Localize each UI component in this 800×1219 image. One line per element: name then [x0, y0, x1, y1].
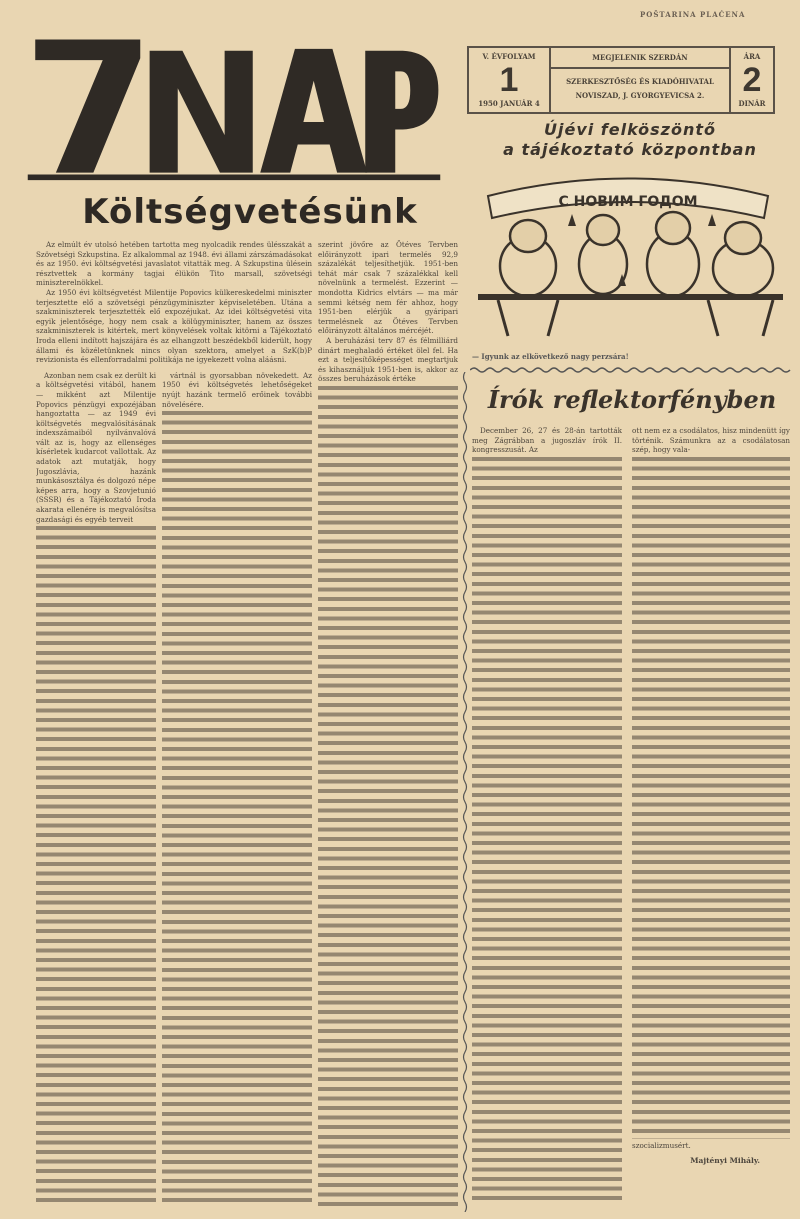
lead-paragraph: Az elmúlt év utolsó hetében tartotta meg nyolcadik rendes ülésszakát a Szövetségi Szkupstina. Ez alkalommal az 1948. évi állami zárszámadásokat és az 1950. évi költségvetési javaslatot vitatták meg. A Szkupstina ülésein résztvettek a kormány tagjai élükön Tito marsall, szövetségi miniszterelnökkel. [36, 240, 312, 288]
cartoon-banner-text: С НОВИМ ГОДОМ [558, 194, 698, 210]
price-unit: DINÁR [738, 99, 766, 108]
bottom-margin [632, 1166, 790, 1206]
price-cell [731, 48, 773, 112]
issue-date: 1950 JANUÁR 4 [478, 99, 540, 108]
cartoon-caption: — Igyunk az elkövetkező nagy perzsára! [472, 352, 629, 361]
body-paragraph: December 26, 27 és 28-án tartották meg Zágrábban a jugoszláv írók II. kongresszusát. Az [472, 426, 622, 455]
body-paragraph: szerint jövőre az Ötéves Tervben előirányzott ipari termelés 92,9 százalékát teljesíthetjük. 1951-ben tehát már csak 7 százalékkal kell növelnünk a termelést. Ezzerint — mondotta Kidrics elvtárs — ma már semmi kétség nem fér ahhoz, hogy 1951-ben elérjük a gyáripari termelésnek az Ötéves Tervben előirányzott általános mércéjét. [318, 240, 458, 336]
volume: V. ÉVFOLYAM [482, 52, 536, 61]
masthead-logo [14, 32, 454, 182]
cartoon-headline-line-1: Újévi felköszöntő [543, 120, 717, 139]
author-signature: Majtényi Mihály. [690, 1156, 760, 1166]
body-text-continued [318, 386, 458, 1206]
article-main-body [36, 240, 312, 1206]
section-divider [470, 366, 792, 374]
price-value: 2 [742, 61, 762, 99]
writers-column-2 [632, 426, 790, 1206]
body-paragraph: Azonban nem csak ez derült ki a költségvetési vitából, hanem — mikként azt Milentije Popovics pénzügyi expozéjában hangoztatta — az 1949 évi költségvetés megvalósításának indexszámaiból nyilvánvalóvá vált az is, hogy az ellenséges kísérletek kudarcot vallottak. Az adatok azt mutatják, hogy Jugoszlávia, hazánk munkásosztálya és dolgozó népe képes arra, hogy a Szovjetunió (SSSR) és a Tájékoztató Iroda akarata ellenére is megvalósítsa gazdasági és egyéb terveit [36, 370, 156, 524]
cartoon-headline-line-2: a tájékoztató központban [503, 140, 757, 159]
price-label: ÁRA [743, 52, 761, 61]
body-text-continued [162, 411, 312, 1206]
issue-info-box [467, 46, 775, 114]
closing-line: szocializmusért. [632, 1140, 691, 1150]
new-year-cartoon-illustration [468, 166, 793, 346]
article-column-2 [162, 371, 312, 1206]
office-line-1: SZERKESZTŐSÉG ÉS KIADÓHIVATAL [566, 77, 714, 86]
body-text-continued [632, 457, 790, 1139]
writers-column-1 [472, 426, 622, 1206]
article-column-1 [36, 371, 156, 1206]
article-right-column [318, 240, 458, 1206]
cartoon-headline [470, 120, 790, 160]
article-lead [36, 240, 312, 365]
office-address [551, 69, 729, 109]
publishing-day: MEGJELENIK SZERDÁN [551, 48, 729, 69]
body-paragraph: A beruházási terv 87 és félmilliárd dinárt meghaladó értéket ölel fel. Ha ezt a teljesítőképességet megtartjuk és kihasználjuk 1951-ben is, akkor az összes beruházások értéke [318, 335, 458, 384]
postal-note: POŠTARINA PLAĆENA [640, 10, 746, 19]
volume-cell [469, 48, 551, 112]
body-text-continued [472, 457, 622, 1206]
article-columns [36, 371, 312, 1206]
office-line-2: NOVISZAD, J. GYORGYEVICSA 2. [575, 91, 705, 100]
office-cell [551, 48, 731, 112]
body-paragraph: vártnál is gyorsabban növekedett. Az 1950 évi költségvetés lehetőségeket nyújt hazánk termelő erőinek további növelésére. [162, 370, 312, 409]
body-text-continued [36, 526, 156, 1206]
issue-number: 1 [499, 61, 519, 99]
column-divider [462, 372, 468, 1212]
body-paragraph: ott nem ez a csodálatos, hisz mindenütt így történik. Számunkra az a csodálatosan szép, hogy vala- [632, 426, 790, 455]
writers-article-title: Írók reflektorfényben [487, 385, 777, 414]
lead-paragraph: Az 1950 évi költségvetést Milentije Popovics külkereskedelmi miniszter terjesztette elő a szövetségi pénzügyminiszter képviseletében. Utána a szakminiszterek terjesztették elő expozéjukat. Az idei költségvetési vita egyik jelentősége, hogy nem csak a kölügyminiszter, hanem az összes szakminiszterek is kitértek, mert könyvelések voltak kitörni a Tájékoztató Iroda elleni indított hajszájára és az elhangzott beszédekből kiderült, hogy állami és közéletünknek nincs olyan szektora, amelyet a SzK(b)P revizionista és ellenforradalmi politikája ne igyekezett volna aláásni. [36, 287, 312, 365]
article-title: Költségvetésünk [82, 192, 418, 232]
